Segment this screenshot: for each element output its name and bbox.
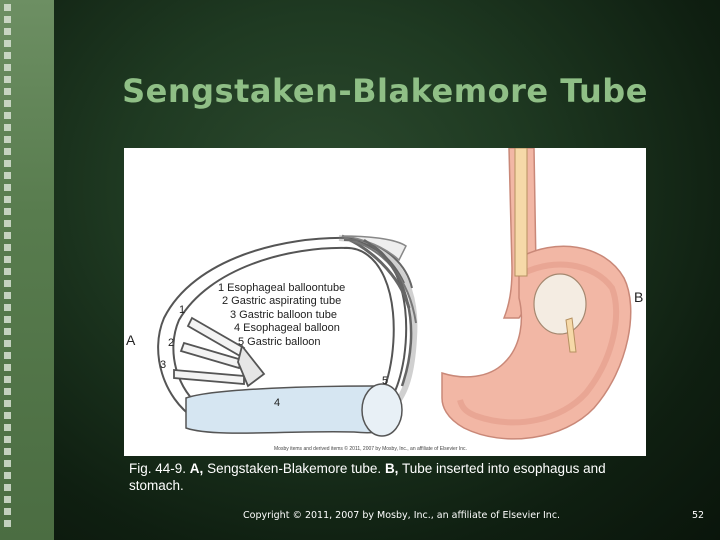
gastric-balloon bbox=[362, 384, 402, 436]
callout-3: 3 bbox=[160, 359, 167, 371]
slide-title: Sengstaken-Blakemore Tube bbox=[122, 72, 648, 110]
callout-1: 1 bbox=[179, 304, 186, 316]
panel-b-label: B bbox=[634, 289, 644, 305]
caption-b-text: Tube inserted into esophagus and stomach. bbox=[129, 461, 606, 493]
tube-distal-line bbox=[364, 240, 411, 386]
figure-image bbox=[124, 148, 646, 456]
figure-credit: Mosby items and derived items © 2011, 2007 by Mosby, Inc., an affiliate of Elsevier Inc. bbox=[274, 446, 467, 452]
port-tube-3 bbox=[174, 370, 244, 384]
legend-item-2: 2 Gastric aspirating tube bbox=[222, 295, 342, 307]
callout-4: 4 bbox=[274, 397, 281, 409]
decorative-squares bbox=[4, 4, 14, 536]
left-decorative-band bbox=[0, 0, 54, 540]
caption-b-label: B, bbox=[384, 461, 399, 476]
page-number: 52 bbox=[692, 510, 705, 521]
callout-5: 5 bbox=[382, 375, 389, 387]
figure-caption bbox=[129, 460, 649, 494]
caption-fig-label: Fig. 44-9. bbox=[129, 461, 187, 476]
stomach-diagram bbox=[442, 148, 631, 439]
legend-item-4: 4 Esophageal balloon bbox=[234, 322, 340, 334]
panel-a-label: A bbox=[126, 332, 136, 348]
copyright-text: Copyright © 2011, 2007 by Mosby, Inc., an affiliate of Elsevier Inc. bbox=[243, 510, 561, 521]
callout-2: 2 bbox=[168, 337, 175, 349]
figure-illustration bbox=[124, 148, 646, 456]
legend-item-5: 5 Gastric balloon bbox=[238, 336, 321, 348]
legend-item-1: 1 Esophageal balloontube bbox=[218, 282, 346, 294]
gastric-balloon-in-stomach bbox=[534, 274, 586, 334]
legend-item-3: 3 Gastric balloon tube bbox=[230, 309, 338, 321]
caption-a-label: A, bbox=[189, 461, 204, 476]
caption-a-text: Sengstaken-Blakemore tube. bbox=[207, 461, 382, 476]
esophageal-tube-in-esophagus bbox=[515, 148, 527, 276]
